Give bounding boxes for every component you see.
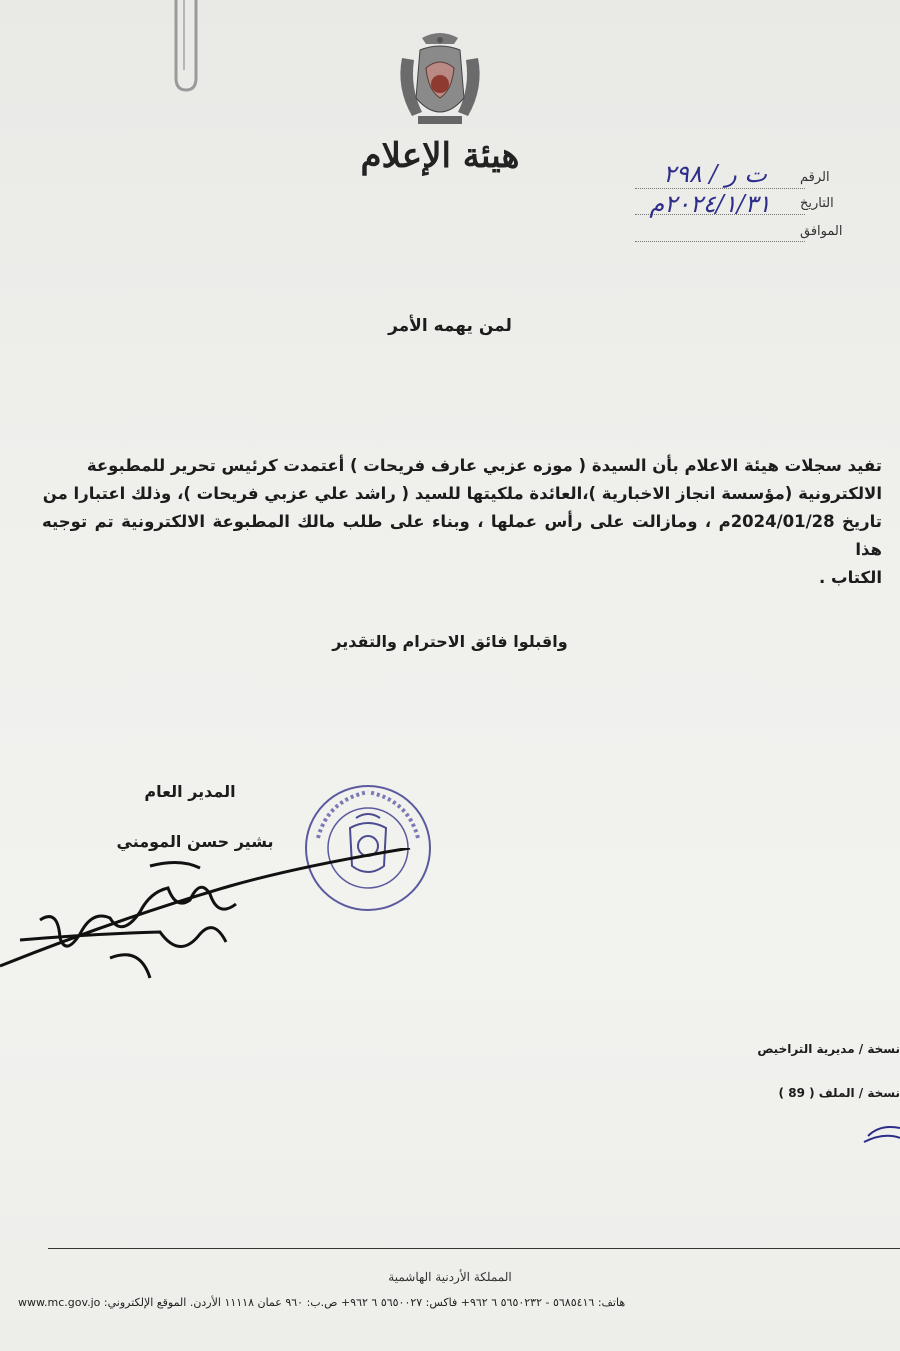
letter-subject: لمن يهمه الأمر: [388, 316, 512, 336]
body-line: تفيد سجلات هيئة الاعلام بأن السيدة ( موزه عزبي عارف فريحات ) أعتمدت كرئيس تحرير للمطبوعة: [86, 456, 882, 475]
signatory-name: بشير حسن المومني: [116, 832, 274, 851]
copy-recipient: نسخة / مديرية التراخيص: [757, 1042, 900, 1056]
reference-number-value: ت ر / ٢٩٨: [663, 160, 767, 188]
reference-number-line: [635, 188, 805, 189]
handwritten-signature: [0, 848, 430, 998]
body-line: الكتاب .: [819, 568, 882, 587]
letter-body: [42, 452, 882, 592]
handwritten-mark: [860, 1118, 900, 1148]
crest-emblem: [392, 28, 488, 132]
footer-contact: هاتف: ٥٦٨٥٤١٦ - ٥٦٥٠٢٣٢ ٦ ٩٦٢+ فاكس: ٥٦٥٠٠٢٧ ٦ ٩٦٢+ ص.ب: ٩٦٠ عمان ١١١١٨ الأردن. الموقع الإلكتروني: www.mc.gov.jo: [18, 1296, 626, 1309]
body-line: تاريخ 2024/01/28م ، ومازالت على رأس عملها ، وبناء على طلب مالك المطبوعة الالكترونية تم توجيه هذا: [42, 512, 882, 559]
closing-phrase: واقبلوا فائق الاحترام والتقدير: [332, 632, 568, 651]
reference-date-label: التاريخ: [800, 196, 834, 211]
paper-clip: [158, 0, 208, 102]
signatory-title: المدير العام: [144, 782, 236, 801]
reference-number-label: الرقم: [800, 170, 830, 185]
reference-corresponding-line: [635, 241, 805, 242]
footer-country: المملكة الأردنية الهاشمية: [388, 1270, 512, 1284]
copy-recipient: نسخة / الملف ( 89 ): [778, 1086, 900, 1100]
reference-corresponding-label: الموافق: [800, 224, 843, 239]
body-line: الالكترونية (مؤسسة انجاز الاخبارية )،العائدة ملكيتها للسيد ( راشد علي عزبي فريحات )، وذلك اعتبارا من: [42, 484, 882, 503]
organization-logo: هيئة الإعلام: [360, 136, 520, 176]
reference-date-value: ٢٠٢٤/١/٣١م: [649, 190, 771, 218]
footer-divider: [48, 1248, 900, 1249]
